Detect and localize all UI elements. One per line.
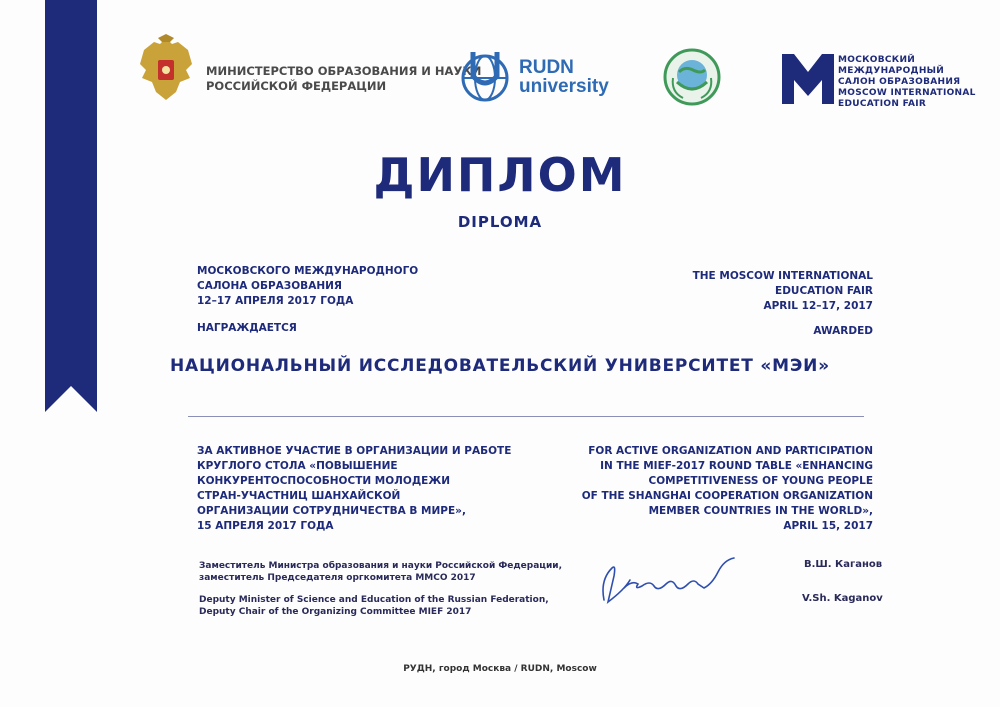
- sco-emblem: [663, 48, 721, 106]
- reason-en-line: COMPETITIVENESS OF YOUNG PEOPLE: [648, 475, 873, 487]
- mief-line-5: EDUCATION FAIR: [838, 99, 927, 109]
- reason-ru-line: КОНКУРЕНТОСПОСОБНОСТИ МОЛОДЕЖИ: [197, 475, 450, 487]
- awarded-en: AWARDED: [813, 325, 873, 337]
- signatory-title-ru: [199, 560, 562, 584]
- ministry-name: [206, 64, 481, 94]
- ministry-line-1: МИНИСТЕРСТВО ОБРАЗОВАНИЯ И НАУКИ: [206, 64, 482, 78]
- event-ru: [197, 264, 418, 309]
- signatory-title-en: [199, 594, 549, 618]
- mief-wordmark: [838, 55, 976, 110]
- event-en-line-1: THE MOSCOW INTERNATIONAL: [692, 270, 873, 282]
- rudn-wordmark: [519, 58, 609, 96]
- ribbon-bookmark: [45, 0, 97, 412]
- signatory-name-en: V.Sh. Kaganov: [802, 593, 883, 604]
- signatory-title-en-line-2: Deputy Chair of the Organizing Committee MIEF 2017: [199, 607, 472, 617]
- handwritten-signature: [594, 550, 744, 610]
- reason-ru-line: ОРГАНИЗАЦИИ СОТРУДНИЧЕСТВА В МИРЕ»,: [197, 505, 466, 517]
- reason-ru-line: КРУГЛОГО СТОЛА «ПОВЫШЕНИЕ: [197, 460, 398, 472]
- signatory-title-ru-line-1: Заместитель Министра образования и науки Российской Федерации,: [199, 561, 563, 571]
- event-ru-line-3: 12–17 АПРЕЛЯ 2017 ГОДА: [197, 295, 354, 307]
- reason-ru: [197, 444, 511, 534]
- awardee-name: НАЦИОНАЛЬНЫЙ ИССЛЕДОВАТЕЛЬСКИЙ УНИВЕРСИТЕТ «МЭИ»: [170, 356, 830, 376]
- event-en: [693, 269, 873, 314]
- reason-en-line: FOR ACTIVE ORGANIZATION AND PARTICIPATION: [588, 445, 873, 457]
- signatory-title-ru-line-2: заместитель Председателя оргкомитета ММСО 2017: [199, 573, 476, 583]
- diploma-subtitle: DIPLOMA: [457, 213, 543, 231]
- reason-en-line: MEMBER COUNTRIES IN THE WORLD»,: [648, 505, 873, 517]
- divider-line: [188, 416, 864, 417]
- reason-ru-line: СТРАН-УЧАСТНИЦ ШАНХАЙСКОЙ: [197, 490, 401, 502]
- event-ru-line-1: МОСКОВСКОГО МЕЖДУНАРОДНОГО: [197, 265, 419, 277]
- reason-en-line: APRIL 15, 2017: [783, 520, 873, 532]
- ministry-line-2: РОССИЙСКОЙ ФЕДЕРАЦИИ: [206, 79, 387, 93]
- signatory-name-ru: В.Ш. Каганов: [804, 559, 883, 570]
- rudn-line-2: university: [519, 76, 609, 97]
- mief-line-1: МОСКОВСКИЙ: [838, 55, 916, 65]
- reason-en-line: OF THE SHANGHAI COOPERATION ORGANIZATION: [581, 490, 873, 502]
- mief-line-3: САЛОН ОБРАЗОВАНИЯ: [838, 77, 961, 87]
- mief-line-2: МЕЖДУНАРОДНЫЙ: [838, 66, 945, 76]
- event-ru-line-2: САЛОНА ОБРАЗОВАНИЯ: [197, 280, 342, 292]
- event-en-line-3: APRIL 12–17, 2017: [763, 300, 873, 312]
- reason-ru-line: ЗА АКТИВНОЕ УЧАСТИЕ В ОРГАНИЗАЦИИ И РАБОТЕ: [197, 445, 512, 457]
- signatory-title-en-line-1: Deputy Minister of Science and Education of the Russian Federation,: [199, 595, 549, 605]
- reason-en: [582, 444, 873, 534]
- reason-en-line: IN THE MIEF-2017 ROUND TABLE «ENHANCING: [600, 460, 873, 472]
- awarded-ru: НАГРАЖДАЕТСЯ: [197, 322, 297, 334]
- footer-location: РУДН, город Москва / RUDN, Moscow: [403, 664, 597, 674]
- event-en-line-2: EDUCATION FAIR: [775, 285, 873, 297]
- rudn-globe-logo: [455, 46, 515, 106]
- mief-line-4: MOSCOW INTERNATIONAL: [838, 88, 976, 98]
- coat-of-arms-emblem: [136, 34, 196, 106]
- diploma-title: ДИПЛОМ: [373, 148, 627, 202]
- rudn-line-1: RUDN: [519, 57, 574, 78]
- mief-m-logo: [782, 54, 834, 104]
- reason-ru-line: 15 АПРЕЛЯ 2017 ГОДА: [197, 520, 334, 532]
